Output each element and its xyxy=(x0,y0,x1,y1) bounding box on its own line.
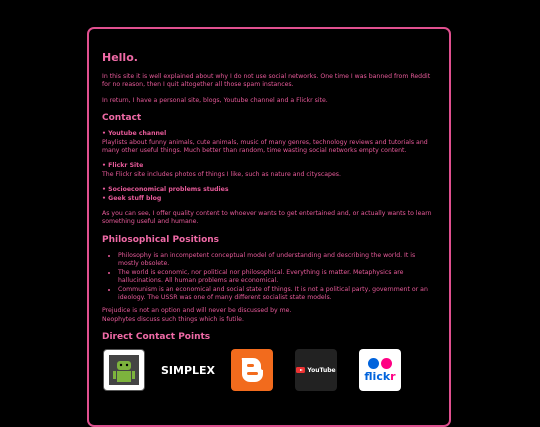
matrix-icon[interactable] xyxy=(103,349,145,391)
play-icon xyxy=(296,367,305,373)
note-line-2: Neophytes discuss such things which is futile. xyxy=(102,315,244,323)
flickr-label-b: r xyxy=(390,369,396,383)
contact-youtube xyxy=(102,130,437,155)
youtube-icon[interactable] xyxy=(295,349,337,391)
geek-blog-link[interactable]: • Geek stuff blog xyxy=(102,194,162,202)
robot-icon xyxy=(109,355,139,385)
list-item: • The world is economic, nor political nor philosophical. Everything is matter. Metaphysics are hallucinations. All human problems are economical. xyxy=(118,269,437,286)
note-line-1: Prejudice is not an option and will never be discussed by me. xyxy=(102,307,292,315)
socio-studies-link[interactable]: • Socioeconomical problems studies xyxy=(102,186,229,194)
content-card xyxy=(87,27,451,427)
youtube-label: YouTube xyxy=(307,366,336,374)
blogger-icon[interactable] xyxy=(231,349,273,391)
positions-heading: Philosophical Positions xyxy=(102,234,220,245)
contact-flickr xyxy=(102,162,437,179)
list-item: • Philosophy is an incompetent conceptual model of understanding and describing the world. It is mostly obsolete. xyxy=(118,252,437,269)
youtube-channel-link[interactable]: • Youtube channel xyxy=(102,130,167,138)
positions-list xyxy=(102,252,437,302)
simplex-label: SIMPLEX xyxy=(160,363,216,377)
prejudice-note xyxy=(102,307,437,324)
simplex-icon[interactable] xyxy=(160,349,216,391)
contact-closing: As you can see, I offer quality content to whoever wants to get entertained and, or actually wants to learn something useful and humane. xyxy=(102,210,432,226)
direct-contact-heading: Direct Contact Points xyxy=(102,332,211,343)
flickr-label-a: flick xyxy=(364,369,391,383)
intro-paragraph-2: In return, I have a personal site, blogs, Youtube channel and a Flickr site. xyxy=(102,96,328,104)
contact-icons-row xyxy=(102,349,437,391)
youtube-channel-desc: Playlists about funny animals, cute animals, music of many genres, technology reviews and tutorials and many other useful things. Much better than random, time wasting social networks empty content. xyxy=(102,138,428,155)
intro-paragraph-1: In this site it is well explained about why I do not use social networks. One time I was banned from Reddit for no reason, then I quit altogether all those spam instances. xyxy=(102,73,431,89)
blogger-b-icon xyxy=(239,356,265,384)
flickr-site-desc: The Flickr site includes photos of things I like, such as nature and cityscapes. xyxy=(102,170,341,178)
flickr-site-link[interactable]: • Flickr Site xyxy=(102,162,144,170)
flickr-icon[interactable] xyxy=(359,349,401,391)
page-title: Hello. xyxy=(102,51,138,64)
flickr-dots-icon xyxy=(368,358,392,369)
contact-heading: Contact xyxy=(102,113,142,124)
list-item: • Communism is an economical and social state of things. It is not a political party, government or an ideology. The USSR was one of many different socialist state models. xyxy=(118,286,437,303)
contact-blogs xyxy=(102,186,437,203)
